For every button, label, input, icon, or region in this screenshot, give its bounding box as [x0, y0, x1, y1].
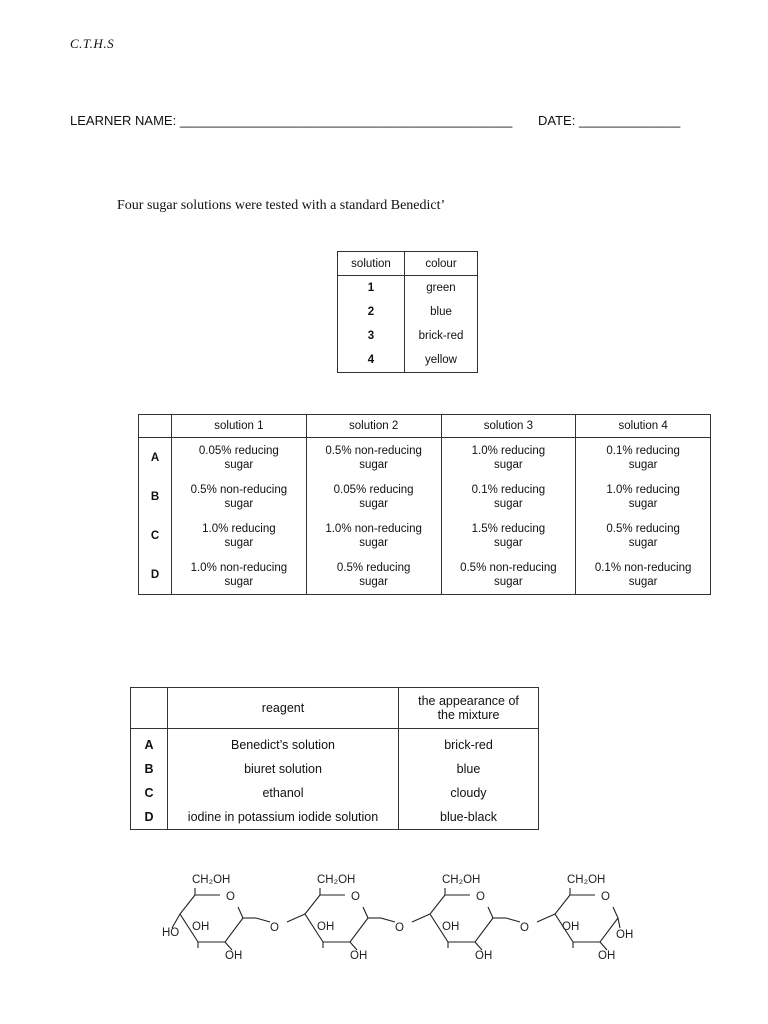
option-cell: [441, 438, 576, 478]
reagent-table: [130, 687, 539, 830]
option-cell: [441, 555, 576, 595]
option-letter: A: [131, 729, 168, 758]
header-solution-1: solution 1: [172, 415, 307, 438]
ring-oxygen-label: O: [476, 891, 485, 903]
oh-label: OH: [562, 921, 580, 933]
date-blank: ______________: [578, 113, 681, 128]
header-blank: [131, 688, 168, 729]
ring-oxygen-label: O: [226, 891, 235, 903]
reagent-name: Benedict’s solution: [168, 729, 399, 758]
solution-number: 1: [338, 276, 405, 301]
oh-label: OH: [317, 921, 335, 933]
header-appearance: [399, 688, 539, 729]
option-letter: C: [131, 781, 168, 805]
oh-label: OH: [442, 921, 460, 933]
appearance: blue-black: [399, 805, 539, 830]
cell-line: sugar: [359, 497, 389, 510]
oh-label: OH: [192, 921, 210, 933]
option-cell: [306, 438, 441, 478]
option-row-c: [139, 516, 711, 555]
linker-oxygen-label: O: [270, 922, 279, 934]
cell-line: sugar: [359, 575, 389, 588]
option-cell: [172, 516, 307, 555]
glucose-unit-2: [287, 888, 381, 950]
solution-number: 2: [338, 300, 405, 324]
table-row: [131, 729, 539, 758]
cell-line: 0.05% reducing: [333, 483, 414, 496]
option-cell: [306, 477, 441, 516]
colour-table: [337, 251, 478, 373]
option-letter: B: [131, 757, 168, 781]
option-cell: [172, 438, 307, 478]
cell-line: sugar: [224, 536, 254, 549]
header-colour: colour: [405, 252, 478, 276]
table-row: [338, 324, 478, 348]
header-solution-4: solution 4: [576, 415, 711, 438]
school-name: C.T.H.S: [70, 36, 115, 51]
option-row-a: [139, 438, 711, 478]
linker-oxygen-label: O: [520, 922, 529, 934]
option-cell: [306, 555, 441, 595]
cell-line: sugar: [493, 575, 523, 588]
header-solution: solution: [338, 252, 405, 276]
header-line: the appearance of: [418, 694, 519, 708]
appearance: brick-red: [399, 729, 539, 758]
ch2oh-label: CH₂OH: [192, 874, 231, 886]
option-cell: [576, 516, 711, 555]
header-solution-3: solution 3: [441, 415, 576, 438]
header-line: the mixture: [437, 708, 500, 722]
cell-line: 0.1% reducing: [471, 483, 546, 496]
ho-label: HO: [162, 927, 180, 939]
table-row: [338, 276, 478, 301]
learner-name-label: LEARNER NAME:: [70, 113, 177, 128]
date-line: [538, 113, 680, 128]
cell-line: sugar: [493, 458, 523, 471]
cell-line: 1.5% reducing: [471, 522, 546, 535]
cell-line: 0.5% reducing: [606, 522, 680, 535]
cell-line: 1.0% reducing: [202, 522, 276, 535]
table-row: [338, 348, 478, 373]
learner-name-blank: ______________________________________________: [179, 113, 513, 128]
appearance: blue: [399, 757, 539, 781]
option-cell: [441, 477, 576, 516]
oh-label: OH: [475, 950, 493, 962]
oh-label: OH: [225, 950, 243, 962]
glucose-unit-1: [172, 888, 256, 950]
cell-line: sugar: [628, 536, 658, 549]
option-cell: [306, 516, 441, 555]
cell-line: 0.1% reducing: [606, 444, 680, 457]
solution-number: 3: [338, 324, 405, 348]
solution-colour: yellow: [405, 348, 478, 373]
cell-line: 0.5% non-reducing: [460, 561, 557, 574]
option-cell: [576, 438, 711, 478]
cell-line: 0.1% non-reducing: [594, 561, 692, 574]
solution-colour: blue: [405, 300, 478, 324]
cell-line: 1.0% reducing: [606, 483, 680, 496]
option-row-d: [139, 555, 711, 595]
cell-line: sugar: [628, 497, 658, 510]
oh-label: OH: [616, 929, 634, 941]
cell-line: sugar: [493, 497, 523, 510]
cell-line: 1.0% non-reducing: [190, 561, 288, 574]
cell-line: 0.5% reducing: [336, 561, 411, 574]
table-row: [131, 805, 539, 830]
option-letter: D: [139, 555, 172, 595]
option-letter: B: [139, 477, 172, 516]
option-row-b: [139, 477, 711, 516]
cell-line: 0.5% non-reducing: [325, 444, 422, 457]
option-cell: [172, 477, 307, 516]
ring-oxygen-label: O: [601, 891, 610, 903]
header-solution-2: solution 2: [306, 415, 441, 438]
table-row: [131, 757, 539, 781]
linker-oxygen-label: O: [395, 922, 404, 934]
ch2oh-label: CH₂OH: [317, 874, 356, 886]
solution-colour: brick-red: [405, 324, 478, 348]
cell-line: 0.05% reducing: [198, 444, 279, 457]
option-letter: D: [131, 805, 168, 830]
option-cell: [576, 555, 711, 595]
option-letter: A: [139, 438, 172, 478]
cell-line: sugar: [628, 575, 658, 588]
ring-oxygen-label: O: [351, 891, 360, 903]
solution-colour: green: [405, 276, 478, 301]
cell-line: sugar: [224, 575, 254, 588]
reagent-name: ethanol: [168, 781, 399, 805]
date-label: DATE:: [538, 113, 576, 128]
table-row: [338, 300, 478, 324]
cell-line: sugar: [493, 536, 523, 549]
appearance: cloudy: [399, 781, 539, 805]
oh-label: OH: [598, 950, 616, 962]
table-row: [131, 781, 539, 805]
cell-line: 1.0% reducing: [471, 444, 546, 457]
option-cell: [172, 555, 307, 595]
cell-line: sugar: [224, 458, 254, 471]
option-cell: [441, 516, 576, 555]
oh-label: OH: [350, 950, 368, 962]
cell-line: 1.0% non-reducing: [325, 522, 422, 535]
cell-line: sugar: [224, 497, 254, 510]
glucose-unit-3: [412, 888, 506, 950]
learner-name-line: [70, 113, 512, 128]
cell-line: sugar: [359, 458, 389, 471]
option-cell: [576, 477, 711, 516]
reagent-name: biuret solution: [168, 757, 399, 781]
reagent-name: iodine in potassium iodide solution: [168, 805, 399, 830]
ch2oh-label: CH₂OH: [442, 874, 481, 886]
ch2oh-label: CH₂OH: [567, 874, 606, 886]
glucose-chain-diagram: [150, 862, 650, 972]
cell-line: 0.5% non-reducing: [190, 483, 288, 496]
solution-number: 4: [338, 348, 405, 373]
cell-line: sugar: [628, 458, 658, 471]
option-letter: C: [139, 516, 172, 555]
header-reagent: reagent: [168, 688, 399, 729]
options-table: [138, 414, 711, 595]
header-blank: [139, 415, 172, 438]
question-intro: Four sugar solutions were tested with a standard Benedict’: [117, 198, 446, 213]
cell-line: sugar: [359, 536, 389, 549]
